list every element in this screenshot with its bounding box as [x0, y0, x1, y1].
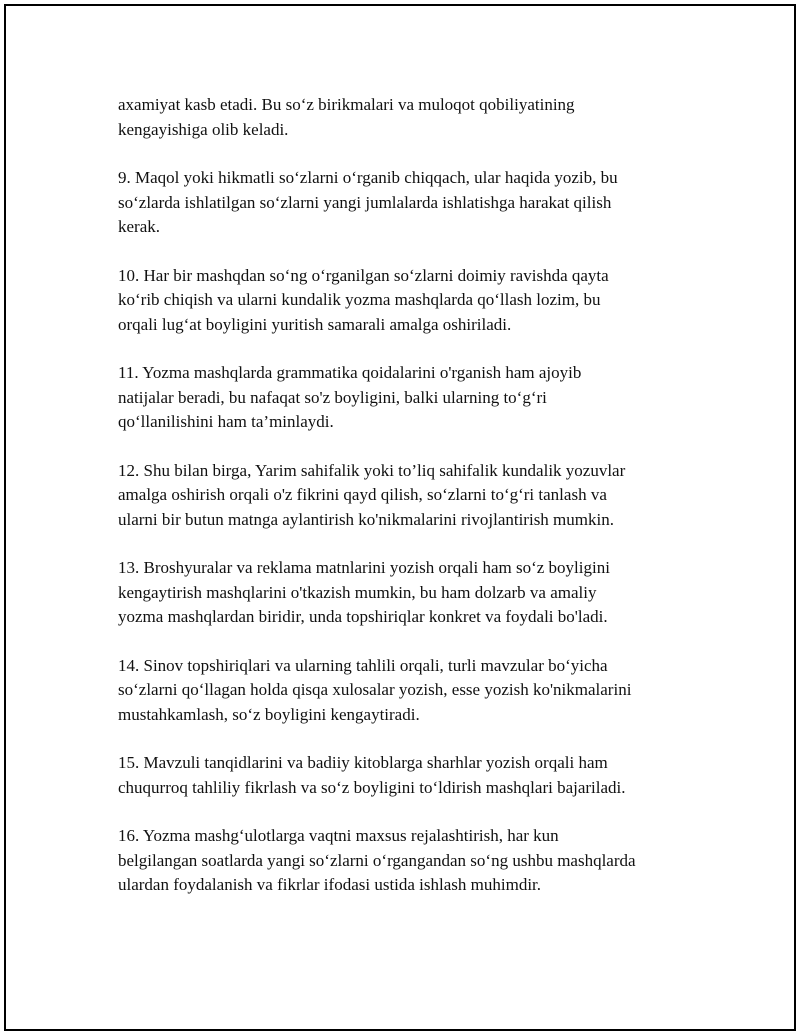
- paragraph-item-12: 12. Shu bilan birga, Yarim sahifalik yoki to’liq sahifalik kundalik yozuvlar amalga oshirish orqali o'z fikrini qayd qilish, so‘zlarni to‘g‘ri tanlash va ularni bir butun matnga aylantirish ko'nikmalarini rivojlantirish mumkin.: [118, 460, 626, 529]
- paragraph-continuation: axamiyat kasb etadi. Bu so‘z birikmalari va muloqot qobiliyatining kengayishiga olib keladi.: [118, 95, 575, 139]
- paragraph-item-16: 16. Yozma mashg‘ulotlarga vaqtni maxsus rejalashtirish, har kun belgilangan soatlarda yangi so‘zlarni o‘rgangandan so‘ng ushbu mashqlarda ulardan foydalanish va fikrlar ifodasi ustida ishlash muhimdir.: [118, 826, 636, 894]
- paragraph-item-9: 9. Maqol yoki hikmatli so‘zlarni o‘rganib chiqqach, ular haqida yozib, bu so‘zlarda ishlatilgan so‘zlarni yangi jumlalarda ishlatishga harakat qilish kerak.: [118, 168, 618, 236]
- paragraph-item-13: 13. Broshyuralar va reklama matnlarini yozish orqali ham so‘z boyligini kengaytirish mashqlarini o'tkazish mumkin, bu ham dolzarb va amaliy yozma mashqlardan biridir, unda topshiriqlar konkret va foydali bo'ladi.: [118, 558, 610, 626]
- paragraph-item-11: 11. Yozma mashqlarda grammatika qoidalarini o'rganish ham ajoyib natijalar beradi, bu nafaqat so'z boyligini, balki ularning to‘g‘ri qo‘llanilishini ham ta’minlaydi.: [118, 363, 582, 431]
- paragraph-item-15: 15. Mavzuli tanqidlarini va badiiy kitoblarga sharhlar yozish orqali ham chuqurroq tahliliy fikrlash va so‘z boyligini to‘ldirish mashqlari bajariladi.: [118, 753, 626, 797]
- paragraph-item-10: 10. Har bir mashqdan so‘ng o‘rganilgan so‘zlarni doimiy ravishda qayta ko‘rib chiqish va ularni kundalik yozma mashqlarda qo‘llash lozim, bu orqali lug‘at boyligini yuritish samarali amalga oshiriladi.: [118, 265, 609, 334]
- paragraph-item-14: 14. Sinov topshiriqlari va ularning tahlili orqali, turli mavzular bo‘yicha so‘zlarni qo‘llagan holda qisqa xulosalar yozish, esse yozish ko'nikmalarini mustahkamlash, so‘z boyligini kengaytiradi.: [118, 655, 632, 724]
- document-body: [118, 93, 693, 922]
